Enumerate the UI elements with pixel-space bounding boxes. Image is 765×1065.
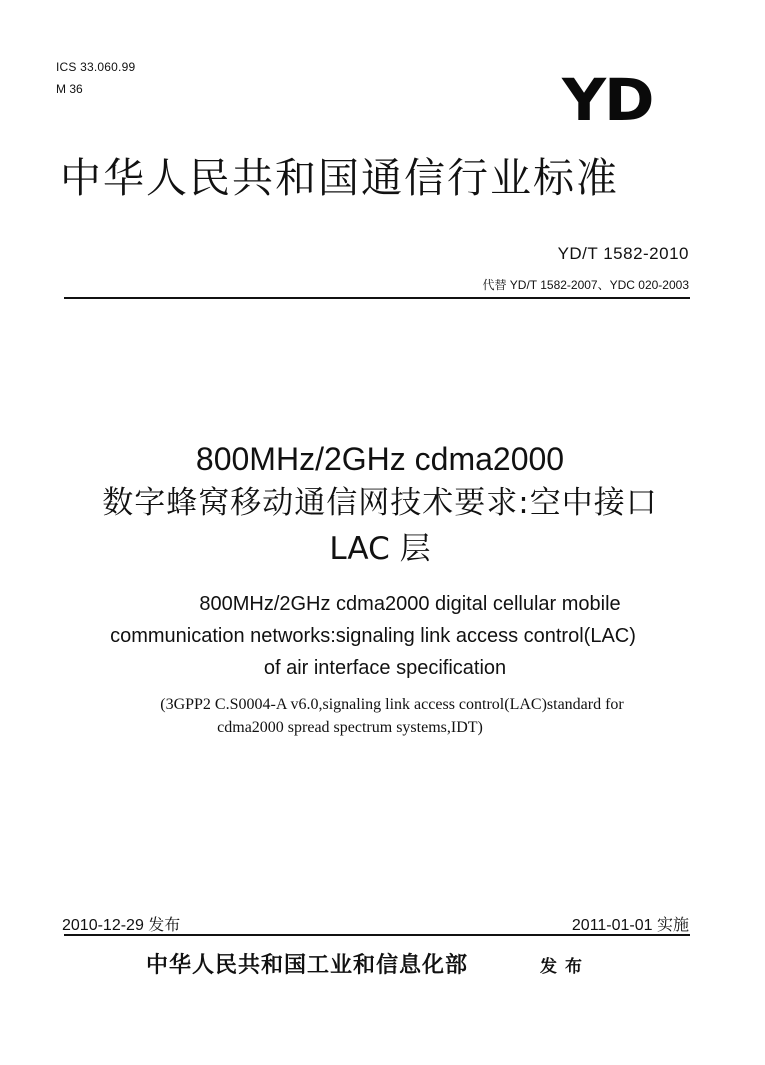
- english-title-line-2: communication networks:signaling link access control(LAC): [110, 625, 636, 647]
- idt-note-line-2: cdma2000 spread spectrum systems,IDT): [217, 719, 483, 736]
- issuer-action: 发布: [540, 957, 590, 977]
- ics-code: ICS 33.060.99: [56, 60, 136, 74]
- standard-category-title: 中华人民共和国通信行业标准: [60, 154, 619, 202]
- bottom-divider: [64, 934, 690, 936]
- replaces-note: 代替 YD/T 1582-2007、YDC 020-2003: [482, 278, 689, 292]
- yd-logo-text: YD: [562, 66, 653, 134]
- english-title-line-3: of air interface specification: [263, 657, 507, 679]
- top-divider: [64, 297, 690, 299]
- idt-note-line-1: (3GPP2 C.S0004-A v6.0,signaling link access control(LAC)standard for: [160, 696, 624, 713]
- issue-date: 2010-12-29 发布: [62, 917, 181, 934]
- issuing-authority: 中华人民共和国工业和信息化部: [146, 952, 469, 978]
- classification-code: M 36: [56, 82, 83, 96]
- implementation-date: 2011-01-01 实施: [571, 917, 689, 934]
- chinese-title-line-1: 800MHz/2GHz cdma2000: [195, 441, 565, 477]
- standard-number: YD/T 1582-2010: [557, 244, 689, 263]
- chinese-title-line-3: LAC 层: [329, 531, 431, 567]
- yd-logo: [562, 66, 653, 134]
- chinese-title-line-2: 数字蜂窝移动通信网技术要求:空中接口: [102, 485, 658, 521]
- english-title-line-1: 800MHz/2GHz cdma2000 digital cellular mobile: [199, 593, 621, 615]
